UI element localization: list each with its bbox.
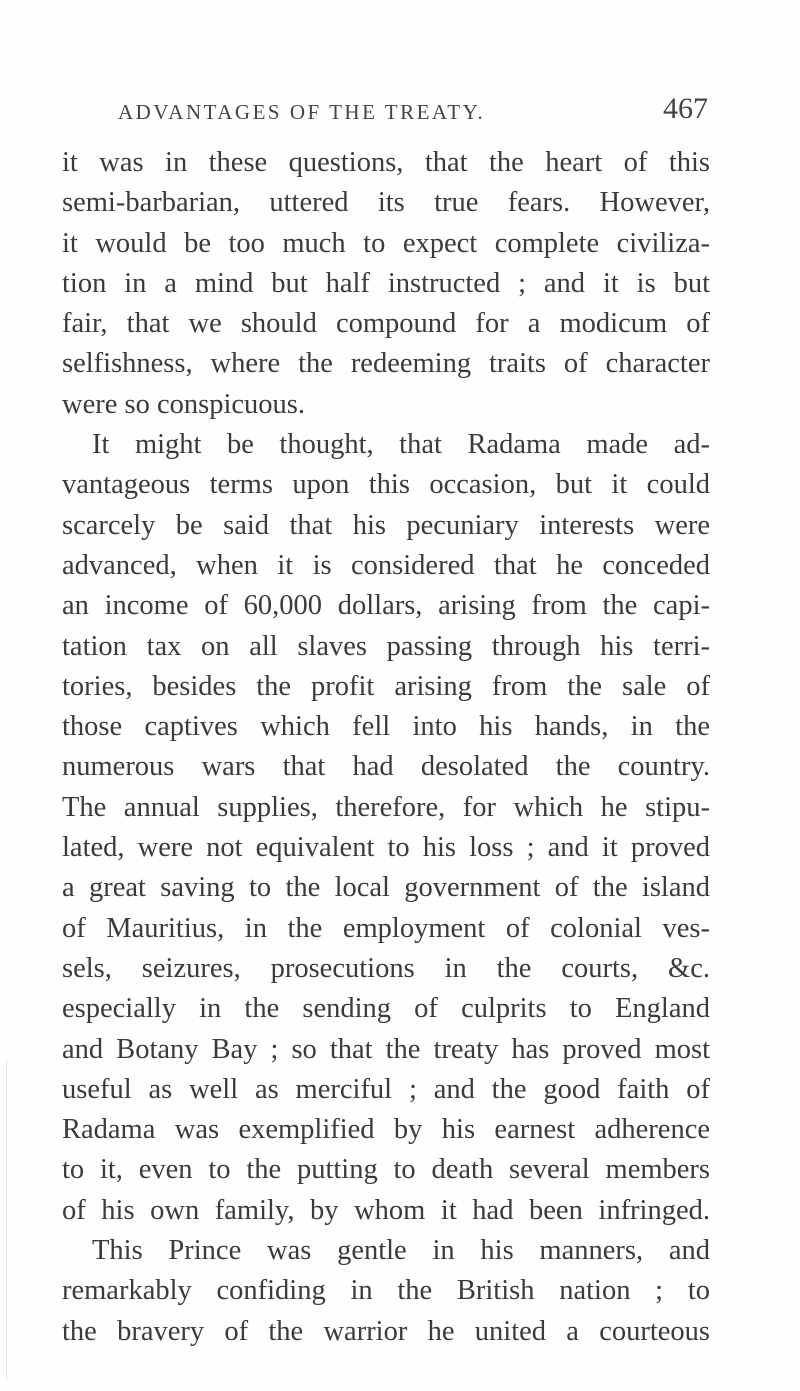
page-number: 467 (663, 92, 708, 125)
text-line: tories, besides the profit arising from the sale of (62, 670, 710, 702)
text-line: tation tax on all slaves passing through his terri- (62, 630, 710, 662)
text-line: an income of 60,000 dollars, arising from the capi- (62, 590, 710, 622)
text-line: numerous wars that had desolated the country. (62, 751, 710, 783)
text-line: were so conspicuous. (62, 388, 305, 420)
text-line: sels, seizures, prosecutions in the courts, &c. (62, 952, 710, 984)
text-line: Radama was exemplified by his earnest adherence (62, 1114, 710, 1146)
text-line: fair, that we should compound for a modicum of (62, 308, 710, 340)
text-line: vantageous terms upon this occasion, but it could (62, 469, 710, 501)
text-line: of Mauritius, in the employment of colonial ves- (62, 912, 710, 944)
text-line: It might be thought, that Radama made ad- (92, 429, 710, 461)
text-line: scarcely be said that his pecuniary interests were (62, 509, 710, 541)
page-edge-shadow (6, 1060, 7, 1380)
body-text (62, 143, 710, 1352)
running-title: ADVANTAGES OF THE TREATY. (118, 100, 486, 124)
text-line: useful as well as merciful ; and the good faith of (62, 1073, 710, 1105)
text-line: tion in a mind but half instructed ; and it is but (62, 267, 710, 299)
text-line: advanced, when it is considered that he conceded (62, 549, 710, 581)
text-line: lated, were not equivalent to his loss ; and it proved (62, 832, 710, 864)
text-line: the bravery of the warrior he united a courteous (62, 1315, 710, 1347)
text-line: remarkably confiding in the British nation ; to (62, 1275, 710, 1307)
running-head (118, 92, 708, 132)
text-line: The annual supplies, therefore, for which he stipu- (62, 791, 710, 823)
text-line: it would be too much to expect complete civiliza- (62, 227, 710, 259)
text-line: selfishness, where the redeeming traits of character (62, 348, 710, 380)
text-line: to it, even to the putting to death several members (62, 1154, 710, 1186)
text-line: especially in the sending of culprits to England (62, 993, 710, 1025)
text-line: This Prince was gentle in his manners, and (92, 1235, 710, 1267)
text-line: and Botany Bay ; so that the treaty has proved most (62, 1033, 710, 1065)
text-line: of his own family, by whom it had been infringed. (62, 1194, 710, 1226)
text-line: semi-barbarian, uttered its true fears. However, (62, 187, 710, 219)
text-line: those captives which fell into his hands, in the (62, 711, 710, 743)
text-line: a great saving to the local government of the island (62, 872, 710, 904)
text-line: it was in these questions, that the heart of this (62, 147, 710, 178)
